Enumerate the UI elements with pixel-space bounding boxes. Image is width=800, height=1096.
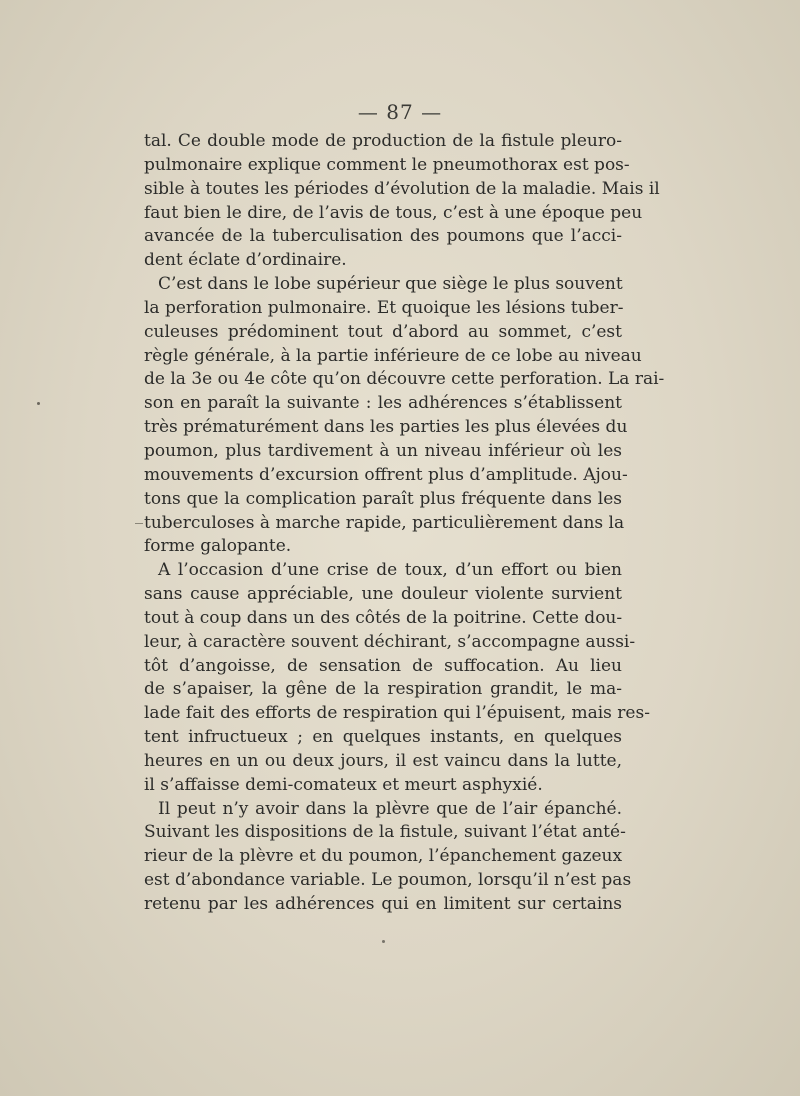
text-line: culeuses prédominent tout d’abord au sommet, c’est (144, 321, 622, 342)
page-number: — 87 — (357, 100, 443, 124)
body-text (144, 130, 665, 917)
text-line: pulmonaire explique comment le pneumothorax est pos- (144, 154, 630, 175)
text-line: Il peut n’y avoir dans la plèvre que de l’air épanché. (158, 798, 622, 819)
bottom-speck (382, 940, 385, 943)
text-line: forme galopante. (144, 536, 292, 557)
text-line: est d’abondance variable. Le poumon, lorsqu’il n’est pas (144, 870, 632, 891)
text-line: tons que la complication paraît plus fréquente dans les (144, 488, 622, 509)
text-line: mouvements d’excursion offrent plus d’amplitude. Ajou- (144, 464, 628, 485)
text-line: tôt d’angoisse, de sensation de suffocation. Au lieu (144, 655, 622, 676)
text-line: faut bien le dire, de l’avis de tous, c’est à une époque peu (144, 202, 643, 223)
text-line: Suivant les dispositions de la fistule, suivant l’état anté- (144, 822, 626, 843)
text-line: A l’occasion d’une crise de toux, d’un effort ou bien (158, 560, 622, 581)
text-line: sans cause appréciable, une douleur violente survient (144, 584, 622, 605)
text-line: C’est dans le lobe supérieur que siège le plus souvent (158, 274, 623, 295)
text-line: tent infructueux ; en quelques instants, en quelques (144, 727, 622, 748)
text-line: leur, à caractère souvent déchirant, s’accompagne aussi- (144, 631, 636, 652)
text-line: règle générale, à la partie inférieure de ce lobe au niveau (144, 345, 642, 366)
margin-speck (37, 402, 40, 405)
text-line: son en paraît la suivante : les adhérences s’établissent (144, 393, 622, 414)
text-line: rieur de la plèvre et du poumon, l’épanchement gazeux (144, 846, 623, 867)
text-line: heures en un ou deux jours, il est vaincu dans la lutte, (144, 750, 622, 771)
text-line: lade fait des efforts de respiration qui l’épuisent, mais res- (144, 703, 650, 724)
text-line: dent éclate d’ordinaire. (144, 250, 347, 271)
text-line: de la 3e ou 4e côte qu’on découvre cette perforation. La rai- (144, 369, 665, 390)
text-line: sible à toutes les périodes d’évolution de la maladie. Mais il (144, 178, 660, 199)
text-line: de s’apaiser, la gêne de la respiration grandit, le ma- (144, 679, 622, 700)
text-line: la perforation pulmonaire. Et quoique les lésions tuber- (144, 297, 624, 318)
text-line: avancée de la tuberculisation des poumons que l’acci- (144, 226, 622, 247)
text-line: poumon, plus tardivement à un niveau inférieur où les (144, 440, 622, 461)
text-line: il s’affaisse demi-comateux et meurt asphyxié. (144, 774, 543, 795)
text-line: très prématurément dans les parties les plus élevées du (144, 417, 628, 438)
text-line: tal. Ce double mode de production de la fistule pleuro- (144, 131, 622, 151)
margin-dash (135, 523, 143, 524)
text-line: retenu par les adhérences qui en limitent sur certains (144, 894, 622, 914)
text-line: tout à coup dans un des côtés de la poitrine. Cette dou- (144, 607, 623, 628)
text-line: tuberculoses à marche rapide, particulièrement dans la (144, 512, 625, 533)
